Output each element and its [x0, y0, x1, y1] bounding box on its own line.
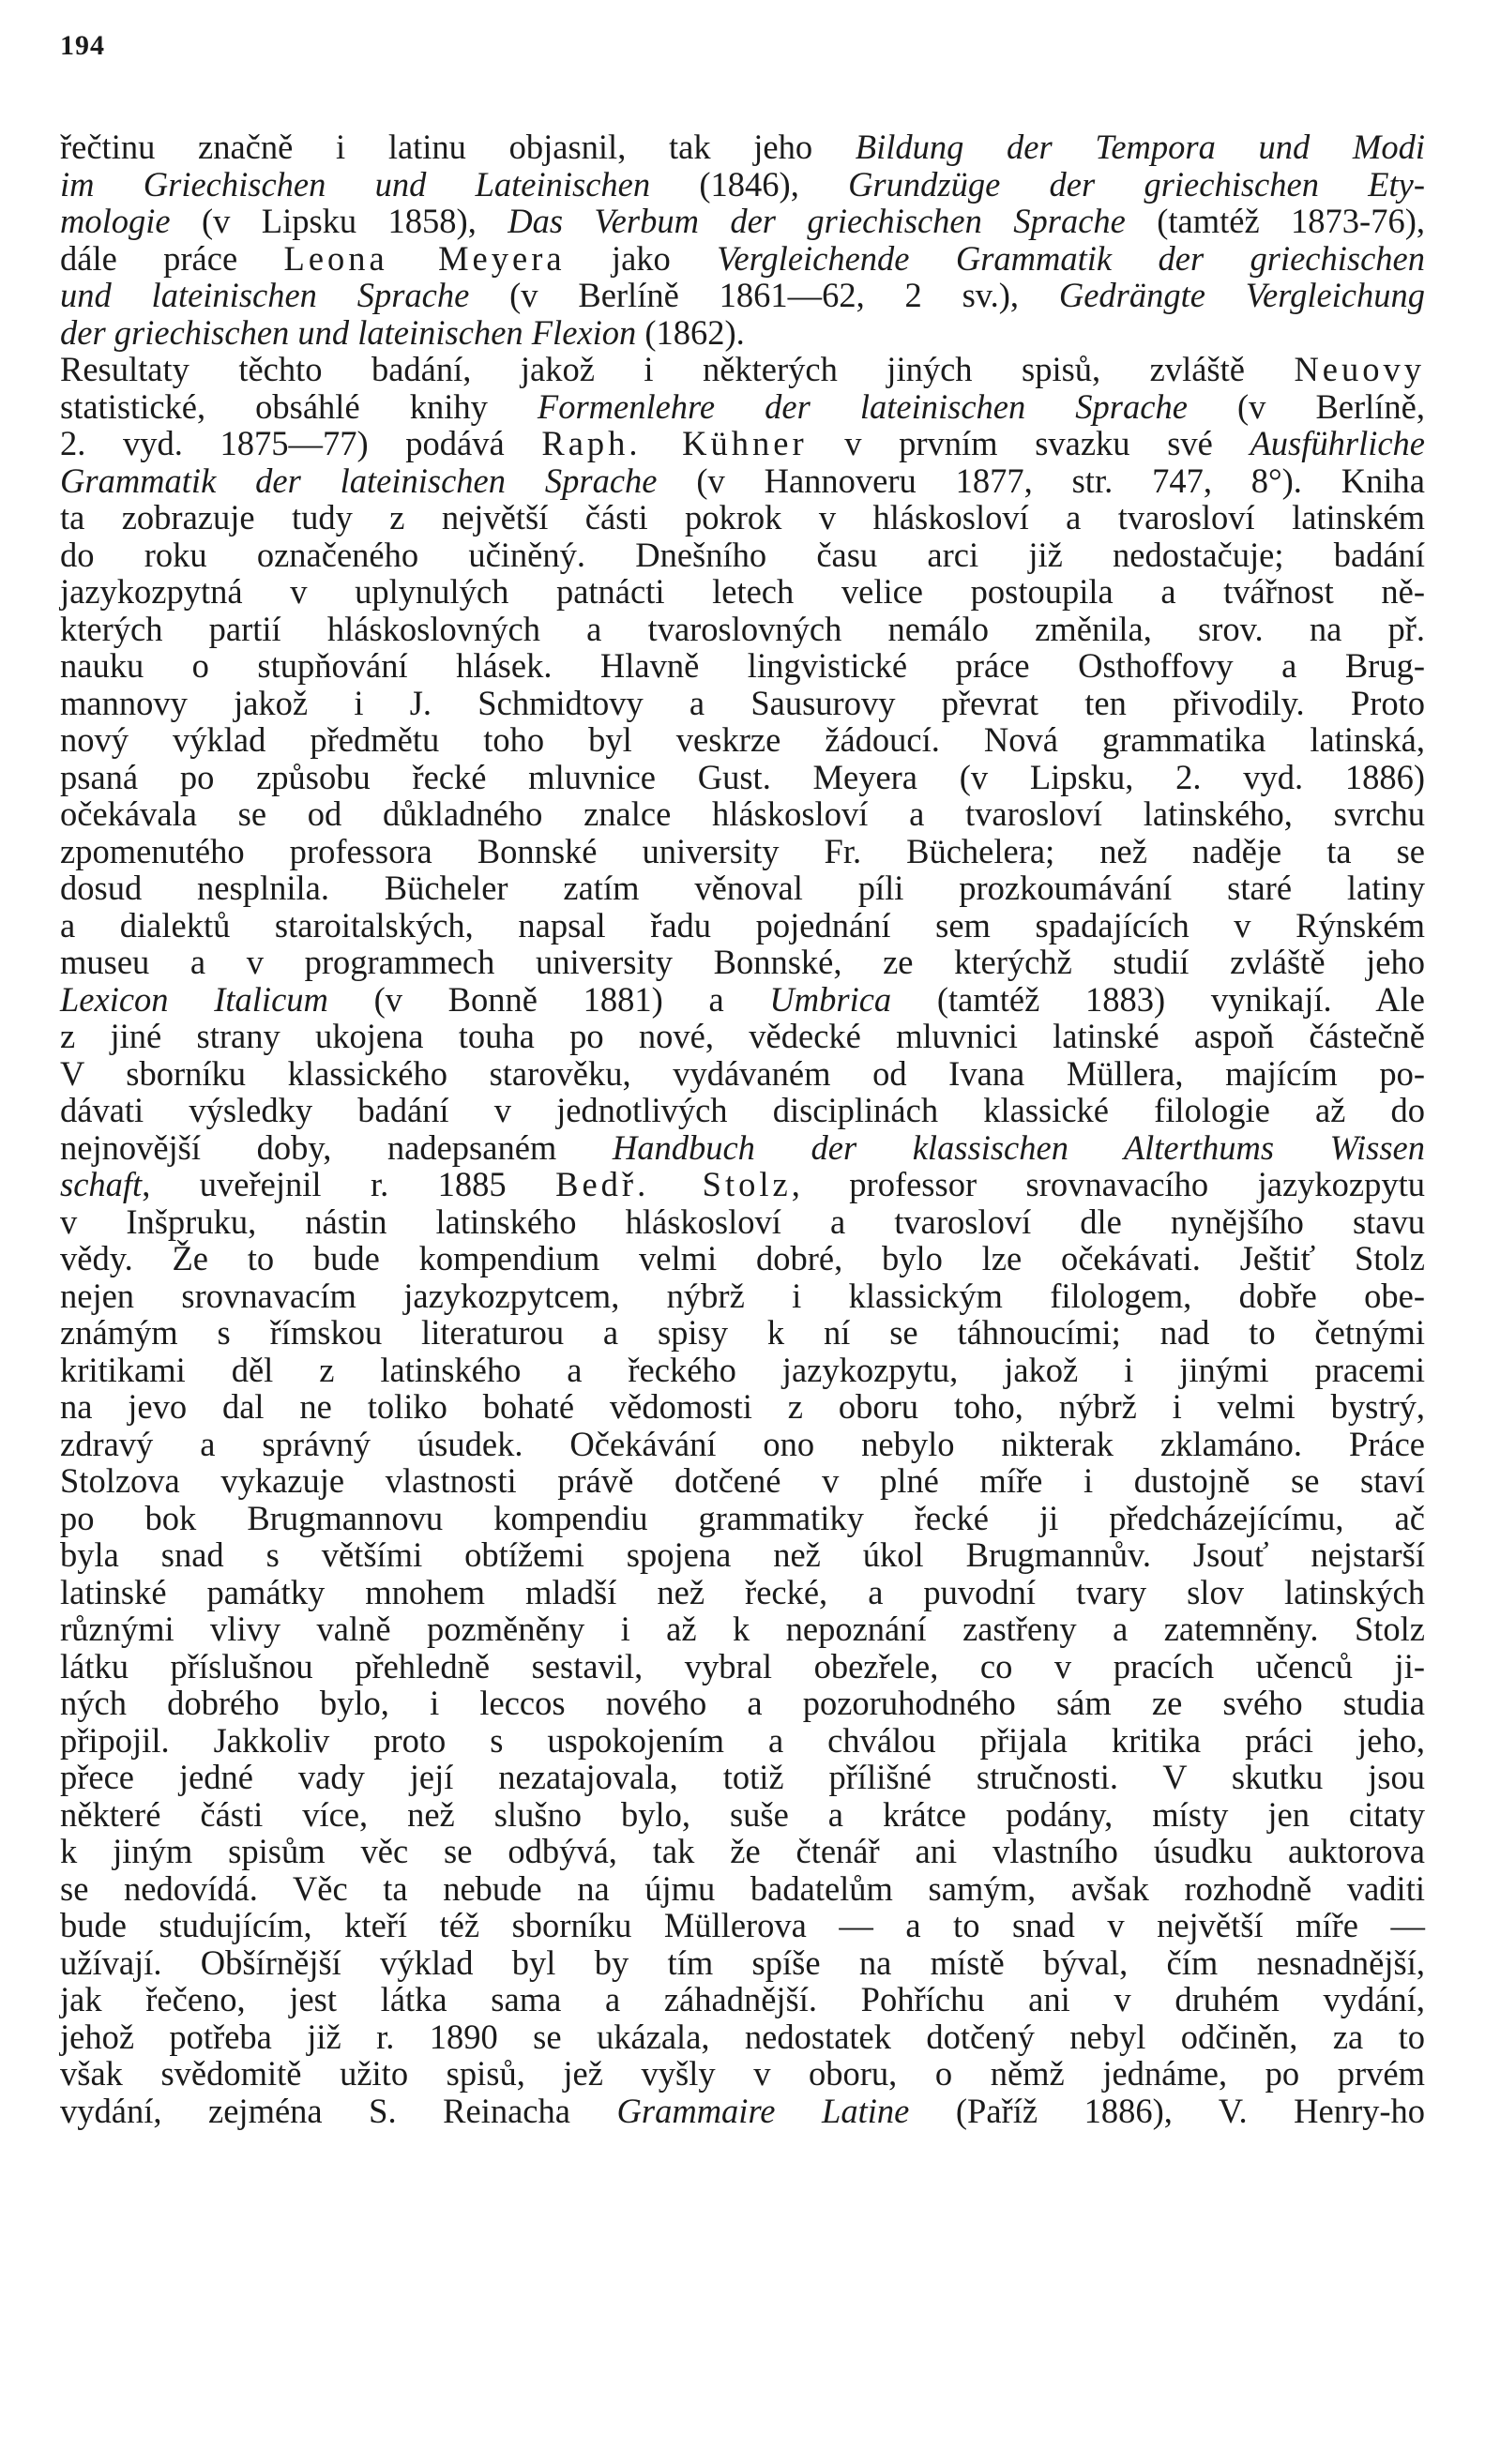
text-line: [60, 1129, 1425, 1167]
italic-title-text: mologie: [60, 202, 171, 240]
text-line: [60, 1907, 1425, 1944]
italic-title-text: Grundzüge der griechischen Ety-: [848, 164, 1425, 204]
italic-title-text: Grammaire Latine: [616, 2091, 910, 2130]
spaced-name-text: Raph. Kühner: [541, 424, 808, 462]
body-text: však svědomitě užito spisů, jež vyšly v oboru, o němž jednáme, po prvém: [60, 2054, 1425, 2093]
body-text: a dialektů staroitalských, napsal řadu pojednání sem spadajících v Rýnském: [60, 905, 1425, 945]
text-line: [60, 203, 1425, 240]
body-text: kterých partií hláskoslovných a tvaroslovných nemálo změnila, srov. na př.: [60, 609, 1425, 648]
text-line: [60, 1055, 1425, 1093]
text-line: [60, 759, 1425, 796]
spaced-name-text: Neuovy: [1294, 350, 1425, 388]
body-text: na jevo dal ne toliko bohaté vědomosti z oboru toho, nýbrž i velmi bystrý,: [60, 1387, 1425, 1426]
body-text: V sborníku klassického starověku, vydávaném od Ivana Müllera, majícím po-: [60, 1053, 1425, 1093]
text-line: [60, 499, 1425, 537]
body-text: v prvním svazku své: [807, 424, 1250, 462]
text-line: [60, 1685, 1425, 1722]
body-text: Resultaty těchto badání, jakož i některých jiných spisů, zvláště: [60, 350, 1295, 388]
body-text: přece jedné vady její nezatajovala, totiž přílišné stručnosti. V skutku jsou: [60, 1758, 1425, 1796]
italic-title-text: Gedrängte Vergleichung: [1058, 276, 1425, 314]
italic-title-text: Grammatik der lateinischen Sprache: [60, 461, 658, 500]
body-text: byla snad s většími obtížemi spojena než úkol Brugmannův. Jsouť nejstarší: [60, 1535, 1425, 1574]
body-text: dosud nesplnila. Bücheler zatím věnoval píli prozkoumávání staré latiny: [60, 869, 1425, 907]
body-text: známým s římskou literaturou a spisy k ní se táhnoucími; nad to četnými: [60, 1313, 1425, 1352]
text-line: [60, 1574, 1425, 1611]
body-text: (v Hannoveru 1877, str. 747, 8°). Kniha: [657, 461, 1425, 500]
text-line: [60, 1796, 1425, 1834]
text-line: [60, 351, 1425, 388]
text-line: [60, 2093, 1425, 2130]
text-line: [60, 981, 1425, 1019]
text-line: [60, 2055, 1425, 2093]
body-text: zdravý a správný úsudek. Očekávání ono nebylo nikterak zklamáno. Práce: [60, 1424, 1425, 1463]
text-line: [60, 611, 1425, 648]
body-text: vědy. Že to bude kompendium velmi dobré, bylo lze očekávati. Ještiť Stolz: [60, 1239, 1425, 1277]
italic-title-text: im Griechischen und Lateinischen: [60, 164, 651, 204]
body-text: očekávala se od důkladného znalce hláskosloví a tvarosloví latinského, svrchu: [60, 794, 1425, 833]
text-line: [60, 1018, 1425, 1055]
body-text: Stolzova vykazuje vlastnosti právě dotčené v plné míře i dustojně se staví: [60, 1461, 1425, 1500]
italic-title-text: schaft: [60, 1165, 143, 1203]
body-text: (1846),: [650, 164, 849, 204]
body-text: (v Berlíně,: [1187, 386, 1425, 426]
body-text: látku příslušnou přehledně sestavil, vybral obezřele, co v pracích učenců ji-: [60, 1646, 1425, 1685]
text-line: [60, 1462, 1425, 1500]
body-text: z jiné strany ukojena touha po nové, vědecké mluvnici latinské aspoň částečně: [60, 1017, 1425, 1055]
body-text: (v Berlíně 1861—62, 2 sv.),: [469, 276, 1059, 314]
body-text: nejnovější doby, nadepsaném: [60, 1127, 613, 1167]
body-text: , professor srovnavacího jazykozpytu: [791, 1165, 1426, 1203]
text-line: [60, 1352, 1425, 1389]
body-text: se nedovídá. Věc ta nebude na újmu badatelům samým, avšak rozhodně vaditi: [60, 1868, 1425, 1908]
body-text: (1862).: [636, 312, 745, 352]
body-text: zpomenutého professora Bonnské university Fr. Büchelera; než naděje ta se: [60, 831, 1425, 870]
text-line: [60, 907, 1425, 945]
body-text: , uveřejnil r. 1885: [142, 1165, 556, 1203]
text-line: [60, 240, 1425, 278]
body-text: řečtinu značně i latinu objasnil, tak jeho: [60, 128, 856, 166]
body-text: užívají. Obšírnější výklad byl by tím spíše na místě býval, čím nesnadnější,: [60, 1942, 1425, 1982]
text-line: [60, 1314, 1425, 1352]
italic-title-text: Das Verbum der griechischen Sprache: [508, 202, 1126, 240]
body-text: bude studujícím, kteří též sborníku Müllerova — a to snad v největší míře —: [60, 1906, 1425, 1944]
text-line: [60, 166, 1425, 204]
text-line: [60, 573, 1425, 611]
body-text: 2. vyd. 1875—77) podává: [60, 424, 542, 462]
text-line: [60, 1722, 1425, 1760]
body-text: (Paříž 1886), V. Henry-ho: [909, 2091, 1426, 2130]
text-line: [60, 1944, 1425, 1982]
text-line: [60, 388, 1425, 426]
spaced-name-text: Bedř. Stolz: [555, 1165, 792, 1203]
body-text: ných dobrého bylo, i leccos nového a pozoruhodného sám ze svého studia: [60, 1684, 1425, 1722]
text-line: [60, 1833, 1425, 1870]
body-text: jehož potřeba již r. 1890 se ukázala, nedostatek dotčený nebyl odčiněn, za to: [60, 2017, 1425, 2056]
text-line: [60, 944, 1425, 981]
body-text: nový výklad předmětu toho byl veskrze žádoucí. Nová grammatika latinská,: [60, 720, 1425, 759]
body-text: některé části více, než slušno bylo, suše a krátce podány, místy jen citaty: [60, 1794, 1425, 1834]
text-line: [60, 1536, 1425, 1574]
italic-title-text: Formenlehre der lateinischen Sprache: [537, 386, 1188, 426]
italic-title-text: und lateinischen Sprache: [60, 276, 470, 314]
text-line: [60, 1277, 1425, 1315]
text-line: [60, 1500, 1425, 1537]
page-number: 194: [60, 30, 105, 61]
text-line: [60, 647, 1425, 685]
italic-title-text: Lexicon Italicum: [60, 979, 328, 1019]
body-text: (tamtéž 1873-76),: [1125, 202, 1425, 240]
text-line: [60, 685, 1425, 722]
body-text: psaná po způsobu řecké mluvnice Gust. Meyera (v Lipsku, 2. vyd. 1886): [60, 757, 1425, 796]
body-text: (v Bonně 1881) a: [327, 979, 770, 1019]
text-line: [60, 462, 1425, 500]
body-text: nejen srovnavacím jazykozpytcem, nýbrž i klassickým filologem, dobře obe-: [60, 1276, 1425, 1315]
text-line: [60, 128, 1425, 166]
text-line: [60, 1981, 1425, 2018]
body-text: k jiným spisům věc se odbývá, tak že čtenář ani vlastního úsudku auktorova: [60, 1832, 1425, 1870]
body-text: vydání, zejména S. Reinacha: [60, 2091, 617, 2130]
body-text: museu a v programmech university Bonnské, ze kterýchž studií zvláště jeho: [60, 943, 1425, 981]
body-text: ta zobrazuje tudy z největší části pokrok v hláskosloví a tvarosloví latinském: [60, 498, 1425, 537]
body-text: jak řečeno, jest látka sama a záhadnější. Pohříchu ani v druhém vydání,: [60, 1980, 1425, 2018]
text-line: [60, 1092, 1425, 1129]
body-text: kritikami děl z latinského a řeckého jazykozpytu, jakož i jinými pracemi: [60, 1350, 1425, 1389]
body-text: do roku označeného učiněný. Dnešního času arci již nedostačuje; badání: [60, 535, 1425, 574]
body-text: mannovy jakož i J. Schmidtovy a Sausurovy převrat ten přivodily. Proto: [60, 683, 1425, 722]
text-line: [60, 1870, 1425, 1908]
italic-title-text: Ausführliche: [1250, 424, 1426, 462]
body-text: (v Lipsku 1858),: [170, 202, 508, 240]
body-text: dále práce: [60, 238, 284, 278]
text-line: [60, 721, 1425, 759]
italic-title-text: Vergleichende Grammatik der griechischen: [717, 238, 1425, 278]
body-text: připojil. Jakkoliv proto s uspokojením a chválou přijala kritika práci jeho,: [60, 1720, 1425, 1760]
body-text: po bok Brugmannovu kompendiu grammatiky řecké ji předcházejícímu, ač: [60, 1498, 1425, 1537]
text-line: [60, 277, 1425, 314]
italic-title-text: Umbrica: [769, 979, 892, 1019]
italic-title-text: der griechischen und lateinischen Flexion: [60, 312, 637, 352]
body-text: latinské památky mnohem mladší než řecké, a puvodní tvary slov latinských: [60, 1572, 1425, 1611]
body-text: různými vlivy valně pozměněny i až k nepoznání zastřeny a zatemněny. Stolz: [60, 1610, 1425, 1648]
body-text: (tamtéž 1883) vynikají. Ale: [891, 979, 1425, 1019]
body-text: dávati výsledky badání v jednotlivých disciplinách klassické filologie až do: [60, 1091, 1425, 1129]
text-line: [60, 1759, 1425, 1796]
text-body: [60, 128, 1425, 2129]
text-line: [60, 869, 1425, 907]
text-line: [60, 314, 1425, 352]
text-line: [60, 2018, 1425, 2056]
text-line: [60, 1610, 1425, 1648]
text-line: [60, 795, 1425, 833]
text-line: [60, 1166, 1425, 1203]
text-line: [60, 1648, 1425, 1685]
text-line: [60, 1426, 1425, 1463]
text-line: [60, 1388, 1425, 1426]
text-line: [60, 833, 1425, 870]
text-line: [60, 537, 1425, 574]
text-line: [60, 1203, 1425, 1241]
text-line: [60, 1240, 1425, 1277]
body-text: jako: [565, 238, 718, 278]
body-text: nauku o stupňování hlásek. Hlavně lingvistické práce Osthoffovy a Brug-: [60, 646, 1425, 685]
spaced-name-text: Leona Meyera: [283, 238, 566, 278]
body-text: statistické, obsáhlé knihy: [60, 386, 538, 426]
italic-title-text: Bildung der Tempora und Modi: [855, 128, 1425, 166]
italic-title-text: Handbuch der klassischen Alterthums Wissen: [612, 1127, 1425, 1167]
text-line: [60, 425, 1425, 462]
body-text: v Inšpruku, nástin latinského hláskosloví a tvarosloví dle nynějšího stavu: [60, 1202, 1425, 1241]
body-text: jazykozpytná v uplynulých patnácti letech velice postoupila a tvářnost ně-: [60, 572, 1425, 611]
